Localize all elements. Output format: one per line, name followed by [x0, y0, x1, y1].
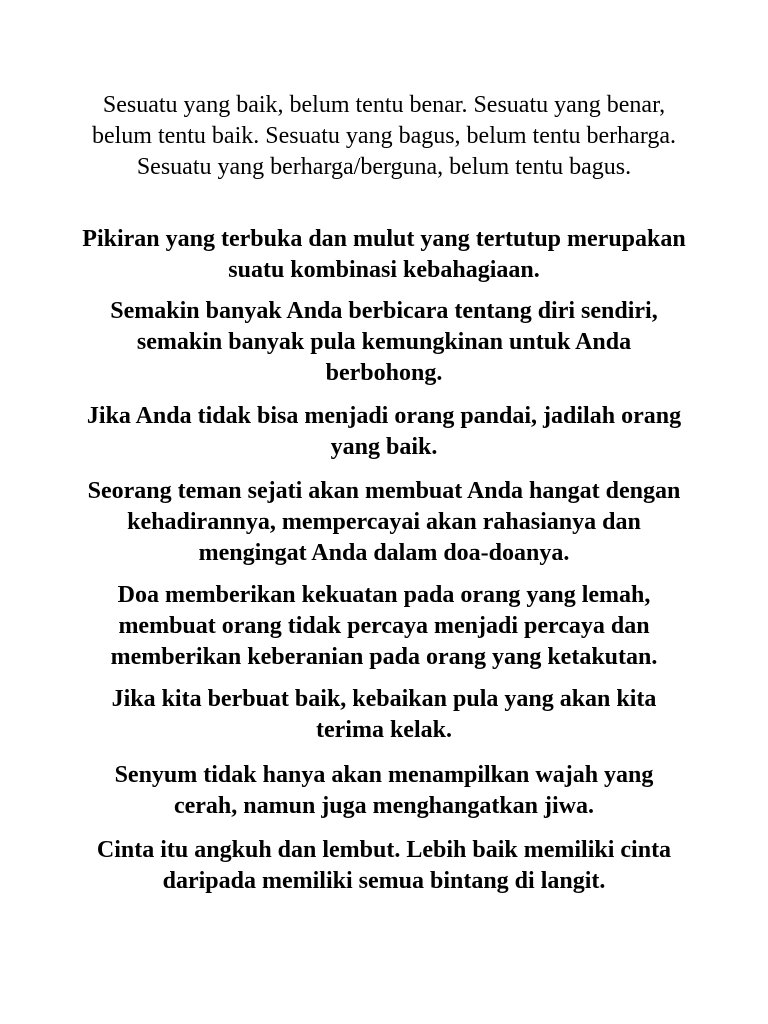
quote-paragraph-8: Senyum tidak hanya akan menampilkan wajah yang cerah, namun juga menghangatkan jiwa.: [114, 762, 654, 819]
quote-paragraph-7: Jika kita berbuat baik, kebaikan pula yang akan kita terima kelak.: [111, 686, 657, 743]
quote-paragraph-3: Semakin banyak Anda berbicara tentang diri sendiri, semakin banyak pula kemungkinan untuk Anda berbohong.: [110, 298, 658, 386]
quote-paragraph-4: Jika Anda tidak bisa menjadi orang pandai, jadilah orang yang baik.: [86, 403, 682, 460]
quote-paragraph-9: Cinta itu angkuh dan lembut. Lebih baik memiliki cinta daripada memiliki semua bintang di langit.: [96, 837, 672, 894]
quote-paragraph-6: Doa memberikan kekuatan pada orang yang lemah, membuat orang tidak percaya menjadi percaya dan memberikan keberanian pada orang yang ketakutan.: [110, 582, 658, 670]
quote-paragraph-2: Pikiran yang terbuka dan mulut yang tertutup merupakan suatu kombinasi kebahagiaan.: [82, 226, 686, 283]
quote-paragraph-5: Seorang teman sejati akan membuat Anda hangat dengan kehadirannya, mempercayai akan rahasianya dan mengingat Anda dalam doa-doanya.: [87, 478, 681, 566]
quote-paragraph-1: Sesuatu yang baik, belum tentu benar. Sesuatu yang benar, belum tentu baik. Sesuatu yang bagus, belum tentu berharga. Sesuatu yang berharga/berguna, belum tentu bagus.: [91, 92, 677, 180]
